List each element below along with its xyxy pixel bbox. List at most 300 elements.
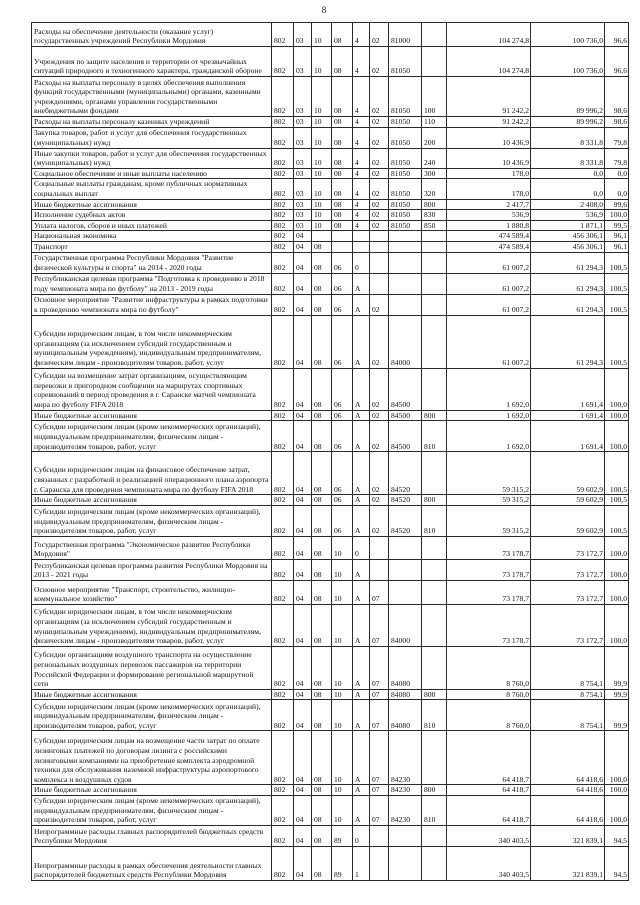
- code-direction: 84500: [389, 421, 422, 452]
- code-section: 04: [294, 495, 312, 506]
- table-row: [32, 210, 629, 221]
- code-program: 10: [332, 795, 353, 825]
- table-row: [32, 315, 629, 368]
- amount-executed: 321 839,1: [531, 825, 605, 846]
- code-expense-type: [422, 231, 447, 242]
- code-direction: 84000: [389, 315, 422, 368]
- code-program: 08: [332, 23, 353, 47]
- code-ministry: 802: [272, 368, 294, 410]
- table-row: [32, 77, 629, 117]
- item-name: Государственная программа "Экономическое развитие Республики Мордовия": [32, 536, 272, 559]
- item-name: Иные бюджетные ассигнования: [32, 410, 272, 421]
- code-ministry: 802: [272, 220, 294, 231]
- code-expense-type: 810: [422, 700, 447, 731]
- code-ministry: 802: [272, 315, 294, 368]
- code-section: 04: [294, 731, 312, 785]
- code-ministry: 802: [272, 452, 294, 495]
- code-main-event: [370, 252, 389, 273]
- code-program: 08: [332, 168, 353, 179]
- amount-planned: 73 178,7: [447, 580, 531, 604]
- code-subsection: 08: [312, 252, 332, 273]
- amount-planned: 1 692,0: [447, 368, 531, 410]
- amount-executed: 59 602,9: [531, 505, 605, 536]
- code-direction: 84500: [389, 410, 422, 421]
- code-subprogram: А: [353, 273, 370, 294]
- code-ministry: 802: [272, 700, 294, 731]
- code-ministry: 802: [272, 148, 294, 168]
- percent-executed: 100,0: [605, 536, 629, 559]
- code-direction: 81050: [389, 47, 422, 77]
- item-name: Субсидии юридическим лицам (кроме некоммерческих организаций), индивидуальным предпринимателям, физическим лицам - производителям товаров, работ, услуг: [32, 795, 272, 825]
- amount-executed: 89 996,2: [531, 77, 605, 117]
- amount-planned: 73 178,7: [447, 604, 531, 646]
- amount-planned: 73 178,7: [447, 536, 531, 559]
- code-direction: [389, 241, 422, 252]
- amount-executed: 73 172,7: [531, 536, 605, 559]
- code-section: 03: [294, 77, 312, 117]
- code-subprogram: 4: [353, 168, 370, 179]
- code-section: 03: [294, 148, 312, 168]
- amount-planned: 61 007,2: [447, 273, 531, 294]
- code-main-event: 02: [370, 47, 389, 77]
- code-program: 06: [332, 315, 353, 368]
- table-row: [32, 168, 629, 179]
- amount-executed: 64 418,6: [531, 795, 605, 825]
- code-subsection: 10: [312, 148, 332, 168]
- code-direction: [389, 252, 422, 273]
- table-row: [32, 646, 629, 689]
- amount-executed: 8 754,1: [531, 646, 605, 689]
- percent-executed: 100,0: [605, 410, 629, 421]
- code-subsection: 08: [312, 241, 332, 252]
- code-expense-type: 240: [422, 148, 447, 168]
- code-subprogram: 4: [353, 117, 370, 128]
- item-name: Иные бюджетные ассигнования: [32, 785, 272, 796]
- amount-planned: 64 418,7: [447, 785, 531, 796]
- code-subsection: 08: [312, 731, 332, 785]
- code-section: 04: [294, 410, 312, 421]
- code-ministry: 802: [272, 231, 294, 242]
- code-main-event: 02: [370, 210, 389, 221]
- item-name: Основное мероприятие "Развитие инфраструктуры в рамках подготовки к проведению чемпионата мира по футболу": [32, 294, 272, 315]
- code-section: 03: [294, 47, 312, 77]
- amount-planned: 1 880,8: [447, 220, 531, 231]
- code-subsection: 10: [312, 220, 332, 231]
- code-subprogram: 4: [353, 199, 370, 210]
- code-subsection: 08: [312, 825, 332, 846]
- code-direction: 81050: [389, 179, 422, 199]
- percent-executed: 100,0: [605, 580, 629, 604]
- code-subprogram: 4: [353, 47, 370, 77]
- code-expense-type: [422, 273, 447, 294]
- code-subsection: 10: [312, 117, 332, 128]
- amount-planned: 474 589,4: [447, 231, 531, 242]
- percent-executed: 100,5: [605, 505, 629, 536]
- code-section: 04: [294, 689, 312, 700]
- code-subsection: 10: [312, 179, 332, 199]
- code-ministry: 802: [272, 785, 294, 796]
- table-row: [32, 795, 629, 825]
- code-main-event: 02: [370, 421, 389, 452]
- table-body: [32, 23, 629, 881]
- amount-executed: 1 691,4: [531, 421, 605, 452]
- code-ministry: 802: [272, 199, 294, 210]
- code-main-event: 02: [370, 452, 389, 495]
- amount-planned: 104 274,8: [447, 47, 531, 77]
- percent-executed: 0,0: [605, 179, 629, 199]
- amount-executed: 2 408,0: [531, 199, 605, 210]
- amount-planned: 64 418,7: [447, 795, 531, 825]
- code-ministry: 802: [272, 47, 294, 77]
- item-name: Транспорт: [32, 241, 272, 252]
- table-row: [32, 127, 629, 148]
- code-subprogram: А: [353, 294, 370, 315]
- code-ministry: 802: [272, 646, 294, 689]
- code-section: 03: [294, 23, 312, 47]
- code-section: 04: [294, 604, 312, 646]
- code-subprogram: А: [353, 646, 370, 689]
- code-section: 04: [294, 315, 312, 368]
- code-expense-type: 110: [422, 117, 447, 128]
- table-row: [32, 368, 629, 410]
- percent-executed: 99,9: [605, 646, 629, 689]
- item-name: Субсидии юридическим лицам (кроме некоммерческих организаций), индивидуальным предпринимателям, физическим лицам - производителям товаров, работ, услуг: [32, 700, 272, 731]
- code-main-event: [370, 241, 389, 252]
- amount-executed: 536,9: [531, 210, 605, 221]
- code-program: 10: [332, 785, 353, 796]
- code-expense-type: 810: [422, 795, 447, 825]
- amount-planned: 61 007,2: [447, 294, 531, 315]
- percent-executed: 100,0: [605, 604, 629, 646]
- code-ministry: 802: [272, 689, 294, 700]
- code-subprogram: А: [353, 559, 370, 580]
- code-subprogram: А: [353, 421, 370, 452]
- code-ministry: 802: [272, 77, 294, 117]
- code-direction: 84520: [389, 452, 422, 495]
- code-expense-type: 830: [422, 210, 447, 221]
- code-section: 04: [294, 785, 312, 796]
- code-section: 04: [294, 231, 312, 242]
- item-name: Субсидии юридическим лицам (кроме некоммерческих организаций), индивидуальным предпринимателям, физическим лицам - производителям товаров, работ, услуг: [32, 505, 272, 536]
- code-section: 04: [294, 421, 312, 452]
- amount-planned: 178,0: [447, 168, 531, 179]
- code-main-event: 02: [370, 168, 389, 179]
- amount-executed: 73 172,7: [531, 559, 605, 580]
- table-row: [32, 410, 629, 421]
- code-section: 04: [294, 700, 312, 731]
- percent-executed: 98,6: [605, 77, 629, 117]
- code-direction: [389, 231, 422, 242]
- code-ministry: 802: [272, 179, 294, 199]
- amount-executed: 0,0: [531, 168, 605, 179]
- code-direction: 81050: [389, 127, 422, 148]
- table-row: [32, 452, 629, 495]
- code-main-event: [370, 536, 389, 559]
- percent-executed: 99,9: [605, 689, 629, 700]
- code-subsection: 08: [312, 495, 332, 506]
- code-expense-type: 850: [422, 220, 447, 231]
- percent-executed: 100,0: [605, 731, 629, 785]
- amount-planned: 8 760,0: [447, 646, 531, 689]
- code-ministry: 802: [272, 117, 294, 128]
- amount-planned: 1 692,0: [447, 421, 531, 452]
- table-row: [32, 179, 629, 199]
- code-ministry: 802: [272, 795, 294, 825]
- item-name: Закупка товаров, работ и услуг для обеспечения государственных (муниципальных) нужд: [32, 127, 272, 148]
- code-section: 03: [294, 168, 312, 179]
- code-subsection: 10: [312, 77, 332, 117]
- table-row: [32, 199, 629, 210]
- code-subsection: 10: [312, 127, 332, 148]
- code-expense-type: 320: [422, 179, 447, 199]
- code-expense-type: 200: [422, 127, 447, 148]
- item-name: Субсидии юридическим лицам, в том числе некоммерческим организациям (за исключением субсидий государственным и муниципальным учреждениям), индивидуальным предпринимателям, физическим лицам - производителям товаров, работ, услуг: [32, 315, 272, 368]
- code-section: 04: [294, 294, 312, 315]
- code-program: 06: [332, 294, 353, 315]
- code-subsection: 08: [312, 505, 332, 536]
- amount-planned: 61 007,2: [447, 252, 531, 273]
- code-program: 10: [332, 646, 353, 689]
- code-ministry: 802: [272, 241, 294, 252]
- code-direction: 84520: [389, 505, 422, 536]
- code-subprogram: А: [353, 368, 370, 410]
- code-subprogram: [353, 241, 370, 252]
- code-main-event: [370, 273, 389, 294]
- code-subprogram: 4: [353, 210, 370, 221]
- amount-planned: 10 436,9: [447, 127, 531, 148]
- code-expense-type: [422, 559, 447, 580]
- code-program: 08: [332, 210, 353, 221]
- code-program: 10: [332, 731, 353, 785]
- code-section: 04: [294, 252, 312, 273]
- code-main-event: 02: [370, 117, 389, 128]
- code-ministry: 802: [272, 421, 294, 452]
- table-row: [32, 825, 629, 846]
- amount-executed: 64 418,6: [531, 785, 605, 796]
- code-section: 04: [294, 559, 312, 580]
- code-expense-type: [422, 604, 447, 646]
- percent-executed: 99,9: [605, 700, 629, 731]
- code-direction: 81050: [389, 77, 422, 117]
- code-subprogram: А: [353, 785, 370, 796]
- code-expense-type: 810: [422, 421, 447, 452]
- code-direction: [389, 825, 422, 846]
- table-row: [32, 505, 629, 536]
- code-ministry: 802: [272, 294, 294, 315]
- code-section: 03: [294, 220, 312, 231]
- amount-planned: 2 417,7: [447, 199, 531, 210]
- code-expense-type: [422, 294, 447, 315]
- code-main-event: [370, 846, 389, 880]
- amount-planned: 8 760,0: [447, 700, 531, 731]
- code-subsection: 08: [312, 273, 332, 294]
- amount-executed: 73 172,7: [531, 580, 605, 604]
- table-row: [32, 23, 629, 47]
- code-program: 89: [332, 846, 353, 880]
- code-direction: 84000: [389, 604, 422, 646]
- amount-planned: 61 007,2: [447, 315, 531, 368]
- code-subsection: 10: [312, 23, 332, 47]
- page-number: 8: [321, 5, 327, 15]
- code-subprogram: А: [353, 452, 370, 495]
- code-ministry: 802: [272, 559, 294, 580]
- table-row: [32, 47, 629, 77]
- item-name: Социальное обеспечение и иные выплаты населению: [32, 168, 272, 179]
- code-subsection: 08: [312, 689, 332, 700]
- table-row: [32, 117, 629, 128]
- amount-executed: 8 331,8: [531, 148, 605, 168]
- code-main-event: 02: [370, 220, 389, 231]
- amount-executed: 1 691,4: [531, 410, 605, 421]
- code-subsection: [312, 231, 332, 242]
- code-direction: 84080: [389, 646, 422, 689]
- table-row: [32, 846, 629, 880]
- code-expense-type: [422, 241, 447, 252]
- amount-planned: 178,0: [447, 179, 531, 199]
- amount-executed: 59 602,9: [531, 452, 605, 495]
- percent-executed: 100,0: [605, 210, 629, 221]
- amount-executed: 89 996,2: [531, 117, 605, 128]
- code-direction: 81050: [389, 168, 422, 179]
- code-subsection: 08: [312, 294, 332, 315]
- code-program: 08: [332, 77, 353, 117]
- code-subsection: 10: [312, 199, 332, 210]
- amount-planned: 73 178,7: [447, 559, 531, 580]
- amount-planned: 59 315,2: [447, 452, 531, 495]
- code-subprogram: А: [353, 731, 370, 785]
- code-section: 03: [294, 127, 312, 148]
- amount-executed: 100 736,0: [531, 47, 605, 77]
- percent-executed: 100,0: [605, 795, 629, 825]
- amount-planned: 64 418,7: [447, 731, 531, 785]
- code-subsection: 10: [312, 168, 332, 179]
- table-row: [32, 700, 629, 731]
- code-section: 03: [294, 210, 312, 221]
- code-program: 06: [332, 452, 353, 495]
- code-direction: [389, 294, 422, 315]
- code-program: 10: [332, 689, 353, 700]
- code-expense-type: 800: [422, 689, 447, 700]
- code-program: 06: [332, 252, 353, 273]
- code-direction: 81050: [389, 148, 422, 168]
- code-direction: [389, 559, 422, 580]
- code-expense-type: [422, 580, 447, 604]
- percent-executed: 96,1: [605, 231, 629, 242]
- amount-executed: 73 172,7: [531, 604, 605, 646]
- code-ministry: 802: [272, 495, 294, 506]
- amount-executed: 61 294,3: [531, 315, 605, 368]
- table-row: [32, 731, 629, 785]
- amount-executed: 64 418,6: [531, 731, 605, 785]
- code-subsection: 08: [312, 315, 332, 368]
- code-section: 03: [294, 117, 312, 128]
- code-subprogram: 4: [353, 127, 370, 148]
- code-subprogram: [353, 231, 370, 242]
- code-expense-type: 800: [422, 410, 447, 421]
- table-row: [32, 231, 629, 242]
- code-subprogram: 4: [353, 148, 370, 168]
- code-subsection: 08: [312, 846, 332, 880]
- code-main-event: 07: [370, 580, 389, 604]
- code-ministry: 802: [272, 127, 294, 148]
- code-program: 06: [332, 421, 353, 452]
- code-subsection: 10: [312, 210, 332, 221]
- code-expense-type: 810: [422, 505, 447, 536]
- code-main-event: 07: [370, 646, 389, 689]
- code-subprogram: А: [353, 495, 370, 506]
- code-subsection: 08: [312, 580, 332, 604]
- code-main-event: 07: [370, 689, 389, 700]
- code-section: 04: [294, 273, 312, 294]
- code-ministry: 802: [272, 604, 294, 646]
- item-name: Иные бюджетные ассигнования: [32, 495, 272, 506]
- code-program: 10: [332, 604, 353, 646]
- item-name: Субсидии организациям воздушного транспорта на осуществление региональных воздушных перевозок пассажиров на территории Российской Федерации и формирование региональной маршрутной сети: [32, 646, 272, 689]
- amount-planned: 340 403,5: [447, 825, 531, 846]
- code-ministry: 802: [272, 846, 294, 880]
- item-name: Национальная экономика: [32, 231, 272, 242]
- amount-executed: 61 294,3: [531, 252, 605, 273]
- table-row: [32, 148, 629, 168]
- code-subsection: 08: [312, 700, 332, 731]
- code-program: 08: [332, 117, 353, 128]
- amount-planned: 91 242,2: [447, 117, 531, 128]
- code-main-event: 07: [370, 731, 389, 785]
- code-program: 08: [332, 179, 353, 199]
- code-direction: 84230: [389, 731, 422, 785]
- code-expense-type: [422, 252, 447, 273]
- percent-executed: 96,1: [605, 241, 629, 252]
- code-subprogram: 0: [353, 536, 370, 559]
- code-direction: 84080: [389, 700, 422, 731]
- code-subprogram: А: [353, 410, 370, 421]
- table-row: [32, 580, 629, 604]
- code-direction: 81050: [389, 117, 422, 128]
- item-name: Расходы на выплаты персоналу в целях обеспечения выполнения функций государственными (муниципальными) органами, казенными учреждениями, органами управления государственными внебюджетными фондами: [32, 77, 272, 117]
- code-section: 04: [294, 795, 312, 825]
- code-direction: 84080: [389, 689, 422, 700]
- amount-planned: 536,9: [447, 210, 531, 221]
- item-name: Иные бюджетные ассигнования: [32, 689, 272, 700]
- percent-executed: 79,8: [605, 148, 629, 168]
- code-expense-type: 800: [422, 785, 447, 796]
- code-subprogram: А: [353, 795, 370, 825]
- code-subprogram: 4: [353, 179, 370, 199]
- item-name: Иные бюджетные ассигнования: [32, 199, 272, 210]
- percent-executed: 99,5: [605, 220, 629, 231]
- item-name: Республиканская целевая программа развития Республики Мордовия на 2013 - 2021 годы: [32, 559, 272, 580]
- code-program: 89: [332, 825, 353, 846]
- percent-executed: 100,5: [605, 294, 629, 315]
- code-subsection: 08: [312, 421, 332, 452]
- code-direction: 84520: [389, 495, 422, 506]
- percent-executed: 100,0: [605, 785, 629, 796]
- code-program: [332, 241, 353, 252]
- code-direction: 84230: [389, 795, 422, 825]
- percent-executed: 96,6: [605, 23, 629, 47]
- code-main-event: 07: [370, 785, 389, 796]
- table-row: [32, 294, 629, 315]
- code-section: 04: [294, 846, 312, 880]
- code-main-event: 02: [370, 315, 389, 368]
- code-subsection: 08: [312, 604, 332, 646]
- code-expense-type: [422, 731, 447, 785]
- code-expense-type: 800: [422, 199, 447, 210]
- table-row: [32, 421, 629, 452]
- code-ministry: 802: [272, 252, 294, 273]
- amount-executed: 1 691,4: [531, 368, 605, 410]
- code-direction: [389, 536, 422, 559]
